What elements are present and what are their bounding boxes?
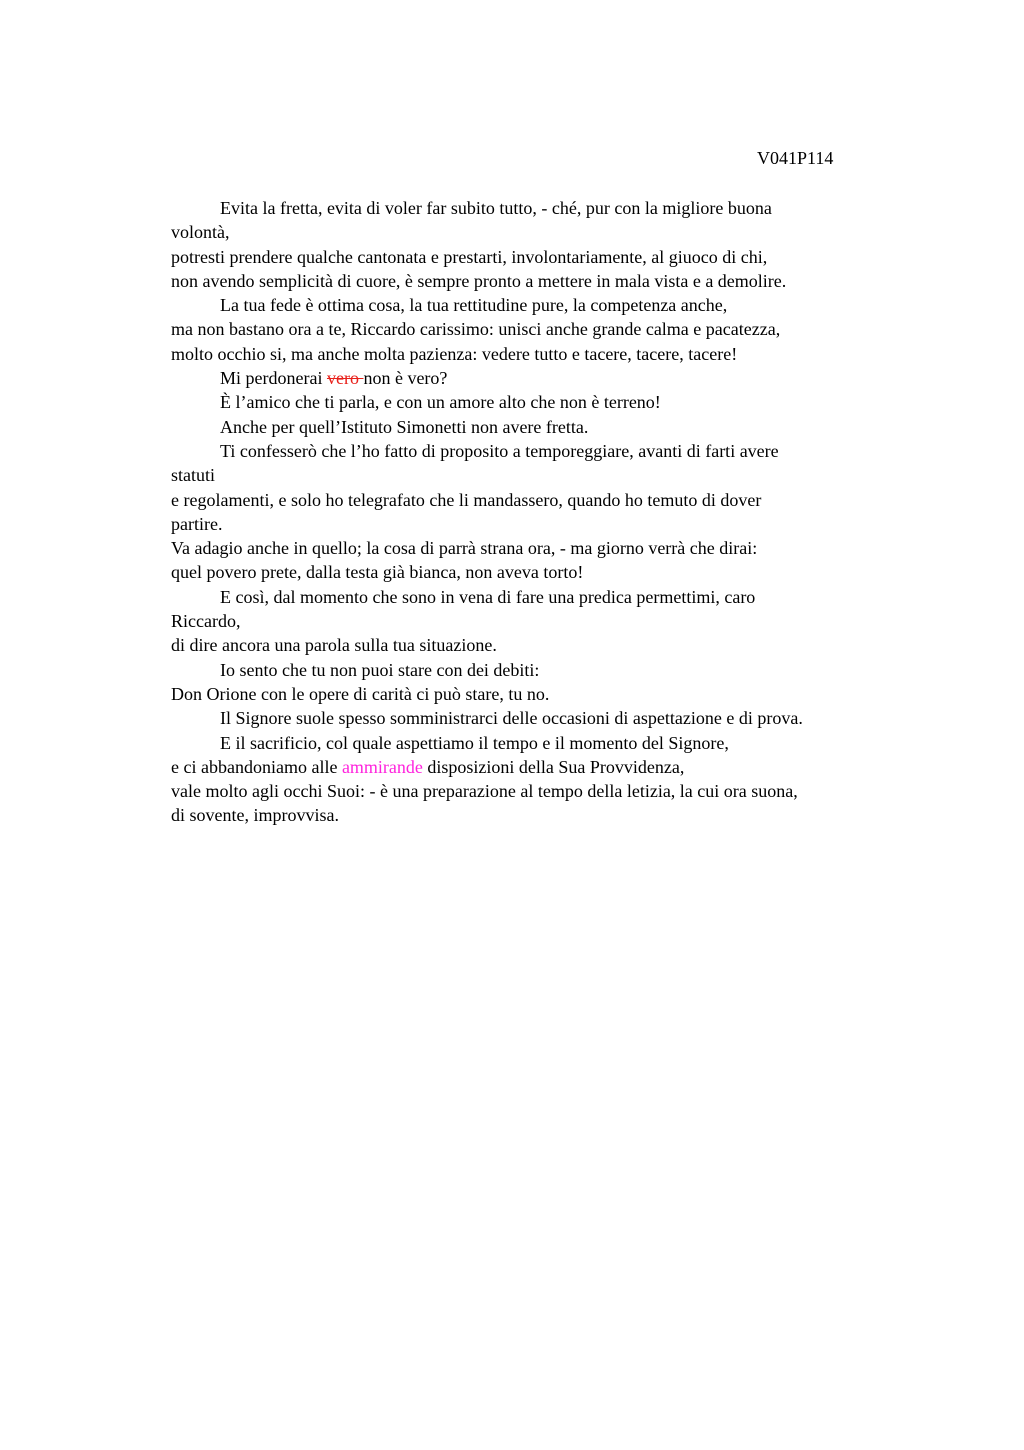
text-line: Riccardo, <box>171 611 241 632</box>
text-line: Ti confesserò che l’ho fatto di proposito a temporeggiare, avanti di farti avere <box>220 440 779 461</box>
text-line-with-deletion <box>171 366 901 390</box>
text-line: potresti prendere qualche cantonata e prestarti, involontariamente, al giuoco di chi, <box>171 246 768 267</box>
letter-body <box>171 196 901 828</box>
text-line: partire. <box>171 513 223 534</box>
page-id: V041P114 <box>757 148 834 168</box>
text-line: vale molto agli occhi Suoi: - è una preparazione al tempo della letizia, la cui ora suona, <box>171 781 798 802</box>
text-line: ma non bastano ora a te, Riccardo carissimo: unisci anche grande calma e pacatezza, <box>171 319 781 340</box>
text-line: La tua fede è ottima cosa, la tua rettitudine pure, la competenza anche, <box>220 295 728 316</box>
deleted-text: vero <box>326 368 364 389</box>
text-line: Io sento che tu non puoi stare con dei debiti: <box>220 659 540 680</box>
text-line: Don Orione con le opere di carità ci può stare, tu no. <box>171 683 550 704</box>
text-segment: Mi perdonerai <box>220 368 327 389</box>
text-line: Va adagio anche in quello; la cosa di parrà strana ora, - ma giorno verrà che dirai: <box>171 538 758 559</box>
text-segment: disposizioni della Sua Provvidenza, <box>422 756 685 777</box>
text-line: non avendo semplicità di cuore, è sempre pronto a mettere in mala vista e a demolire. <box>171 270 787 291</box>
text-line: molto occhio si, ma anche molta pazienza: vedere tutto e tacere, tacere, tacere! <box>171 343 738 364</box>
text-line: È l’amico che ti parla, e con un amore alto che non è terreno! <box>220 392 661 413</box>
text-line: e regolamenti, e solo ho telegrafato che li mandassero, quando ho temuto di dover <box>171 489 762 510</box>
text-line: di dire ancora una parola sulla tua situazione. <box>171 635 497 656</box>
text-segment: non è vero? <box>363 368 448 389</box>
text-line: di sovente, improvvisa. <box>171 805 339 826</box>
text-line: volontà, <box>171 222 230 243</box>
text-line-with-highlight <box>171 755 901 779</box>
text-segment: e ci abbandoniamo alle <box>171 756 342 777</box>
text-line: E il sacrificio, col quale aspettiamo il tempo e il momento del Signore, <box>220 732 729 753</box>
text-line: statuti <box>171 465 215 486</box>
text-line: Il Signore suole spesso somministrarci delle occasioni di aspettazione e di prova. <box>220 708 803 729</box>
text-line: quel povero prete, dalla testa già bianca, non aveva torto! <box>171 562 584 583</box>
text-line: Anche per quell’Istituto Simonetti non avere fretta. <box>220 416 589 437</box>
text-line: E così, dal momento che sono in vena di fare una predica permettimi, caro <box>220 586 756 607</box>
text-line: Evita la fretta, evita di voler far subito tutto, - ché, pur con la migliore buona <box>220 198 772 218</box>
highlighted-word: ammirande <box>341 756 423 777</box>
